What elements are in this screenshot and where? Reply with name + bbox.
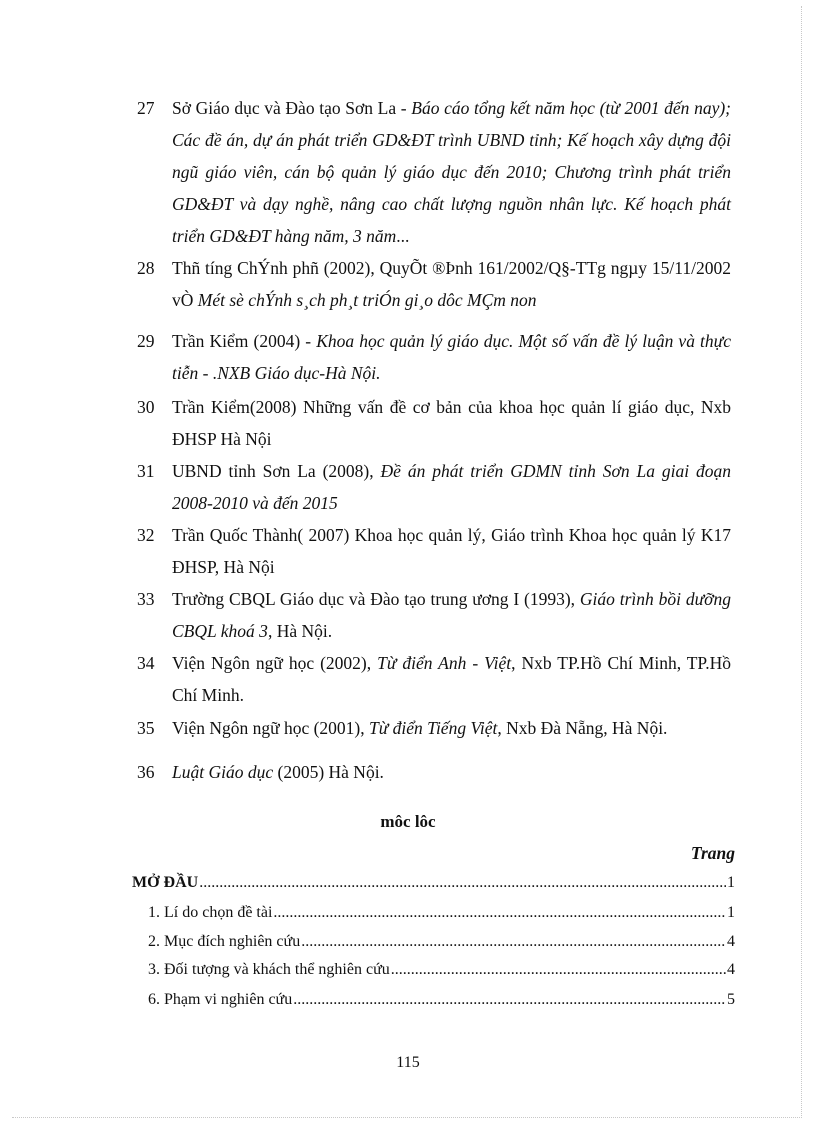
- reference-item: [137, 712, 731, 744]
- reference-suffix: , Nxb Đà Nẵng, Hà Nội.: [497, 718, 668, 738]
- toc-entry-label: MỞ ĐẦU: [132, 874, 199, 891]
- reference-suffix: (2005) Hà Nội.: [273, 762, 384, 782]
- reference-title: Luật Giáo dục: [172, 762, 274, 782]
- reference-number: 29: [137, 331, 155, 351]
- reference-author: Thñ tíng ChÝnh phñ (2002), QuyÕt ®Þnh 161/2002/Q§-TTg ngµy 15/11/2002 vÒ: [172, 258, 731, 310]
- reference-text: [172, 92, 731, 252]
- toc-entry[interactable]: [132, 871, 735, 895]
- toc-entry-label: 3. Đối tượng và khách thể nghiên cứu: [148, 961, 390, 978]
- reference-author: Trần Quốc Thành( 2007) Khoa học quản lý, Giáo trình Khoa học quản lý K17 ĐHSP, Hà Nội: [172, 525, 731, 577]
- reference-suffix: ...: [396, 226, 410, 246]
- toc-entry-label: 1. Lí do chọn đề tài: [148, 904, 273, 921]
- toc-page-column-label: Trang: [690, 843, 735, 863]
- reference-text: [172, 325, 731, 389]
- reference-text: [172, 583, 731, 647]
- reference-item: [137, 756, 731, 788]
- reference-author: Viện Ngôn ngữ học (2002),: [172, 653, 378, 673]
- reference-title: Báo cáo tổng kết năm học (từ 2001 đến nay); Các đề án, dự án phát triển GD&ĐT trình UBND tỉnh; Kế hoạch xây dựng đội ngũ giáo viên, cán bộ quản lý giáo dục đến 2010; Chương trình phát triển GD&ĐT và dạy nghề, nâng cao chất lượng nguồn nhân lực. Kế hoạch phát triển GD&ĐT hàng năm, 3 năm: [172, 98, 731, 246]
- toc-entry[interactable]: [148, 901, 735, 925]
- toc-leader-dots: [273, 901, 726, 925]
- toc-leader-dots: [301, 930, 726, 954]
- reference-number: 28: [137, 258, 155, 278]
- reference-number: 30: [137, 397, 155, 417]
- reference-text: [172, 519, 731, 583]
- reference-author: Viện Ngôn ngữ học (2001),: [172, 718, 370, 738]
- toc-entry-page: 1: [727, 874, 735, 891]
- page-number: 115: [396, 1054, 420, 1071]
- reference-text: [172, 391, 731, 455]
- reference-author: Trường CBQL Giáo dục và Đào tạo trung ương I (1993),: [172, 589, 580, 609]
- reference-author: Trần Kiểm(2008) Những vấn đề cơ bản của khoa học quản lí giáo dục, Nxb ĐHSP Hà Nội: [172, 397, 731, 449]
- reference-text: [172, 756, 731, 788]
- reference-title: Đề án phát triển GDMN tỉnh Sơn La giai đoạn 2008-2010 và đến 2015: [172, 461, 731, 513]
- reference-item: [137, 325, 731, 389]
- reference-number: 33: [137, 589, 155, 609]
- reference-item: [137, 519, 731, 583]
- toc-entry-page: 4: [727, 961, 735, 978]
- toc-entry-label: 2. Mục đích nghiên cứu: [148, 933, 301, 950]
- toc-entry[interactable]: [148, 930, 735, 954]
- reference-number: 27: [137, 98, 155, 118]
- reference-item: [137, 455, 731, 519]
- reference-item: [137, 92, 731, 252]
- reference-text: [172, 647, 731, 711]
- reference-item: [137, 252, 731, 316]
- toc-entry-page: 1: [727, 904, 735, 921]
- toc-title: môc lôc: [380, 812, 436, 831]
- reference-text: [172, 712, 731, 744]
- reference-title: Khoa học quản lý giáo dục. Một số vấn đề lý luận và thực tiễn - .NXB Giáo dục-Hà Nội.: [172, 331, 731, 383]
- reference-item: [137, 583, 731, 647]
- reference-number: 36: [137, 762, 155, 782]
- toc-leader-dots: [199, 871, 726, 895]
- toc-leader-dots: [293, 988, 726, 1012]
- reference-item: [137, 391, 731, 455]
- reference-title: Giáo trình bồi dưỡng CBQL khoá 3: [172, 589, 731, 641]
- reference-suffix: , Hà Nội.: [267, 621, 333, 641]
- toc-entry-label: 6. Phạm vi nghiên cứu: [148, 991, 293, 1008]
- reference-author: Trần Kiểm (2004) -: [172, 331, 317, 351]
- toc-entry-page: 5: [727, 991, 735, 1008]
- reference-item: [137, 647, 731, 711]
- reference-number: 35: [137, 718, 155, 738]
- reference-number: 34: [137, 653, 155, 673]
- reference-number: 31: [137, 461, 155, 481]
- reference-text: [172, 252, 731, 316]
- toc-entry[interactable]: [148, 988, 735, 1012]
- reference-title: Mét sè chÝnh s¸ch ph¸t triÓn gi¸o dôc MÇm non: [197, 290, 537, 310]
- toc-entry-page: 4: [727, 933, 735, 950]
- reference-number: 32: [137, 525, 155, 545]
- reference-title: Từ điển Anh - Việt: [377, 653, 512, 673]
- reference-author: Sở Giáo dục và Đào tạo Sơn La -: [172, 98, 412, 118]
- reference-author: UBND tỉnh Sơn La (2008),: [172, 461, 381, 481]
- toc-entry[interactable]: [148, 958, 735, 982]
- reference-title: Từ điển Tiếng Việt: [369, 718, 498, 738]
- reference-text: [172, 455, 731, 519]
- reference-suffix: , Nxb TP.Hồ Chí Minh, TP.Hồ Chí Minh.: [172, 653, 731, 705]
- toc-leader-dots: [391, 958, 726, 982]
